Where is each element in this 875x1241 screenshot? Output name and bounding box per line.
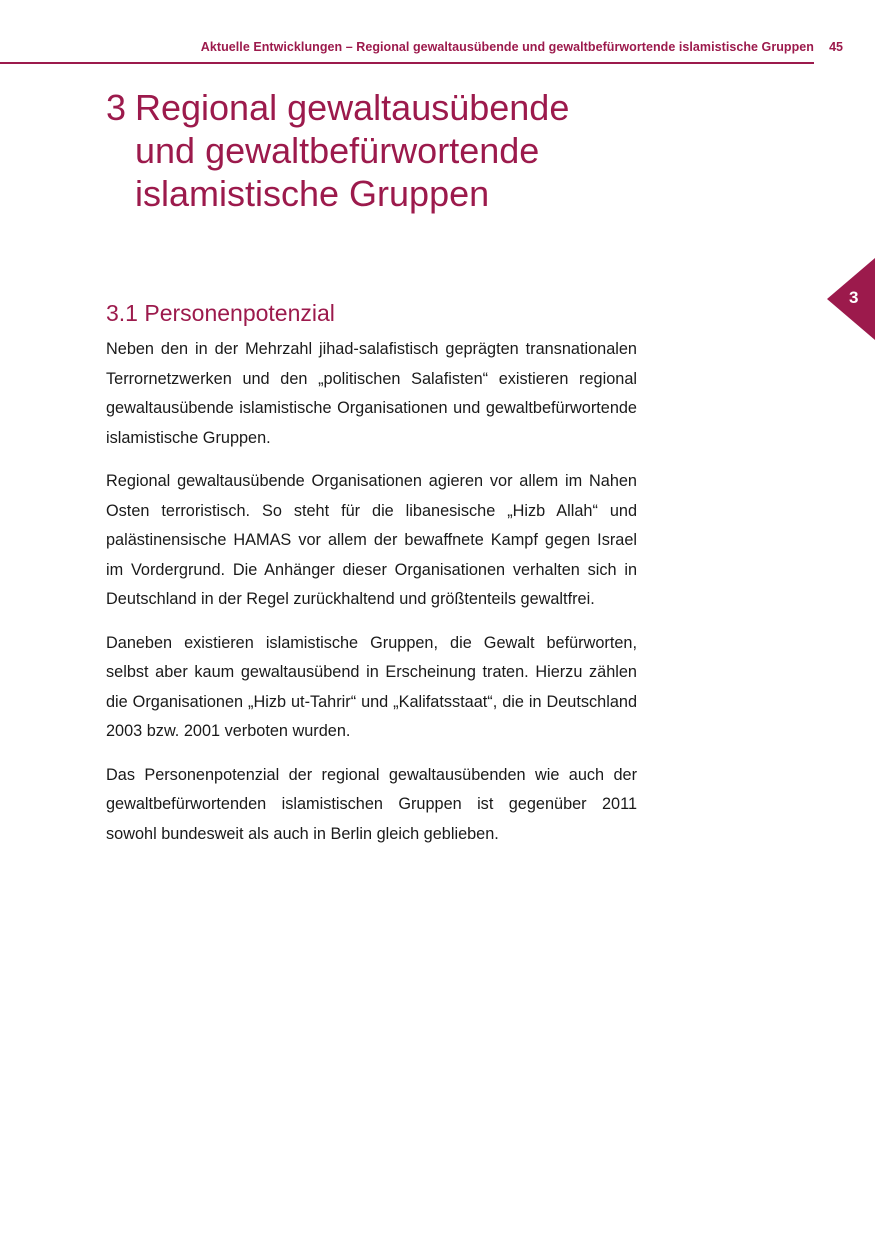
- running-header-title: Aktuelle Entwicklungen – Regional gewaltausübende und gewaltbefürwortende islamistische Gruppen: [200, 40, 814, 54]
- chapter-title-line-1: [106, 86, 626, 129]
- section-heading: 3.1 Personenpotenzial: [106, 300, 335, 326]
- paragraph-1: Neben den in der Mehrzahl jihad-salafistisch geprägten transnationalen Terrornetzwerken und den „politischen Salafisten“ existieren regional gewaltausübende islamistische Organisationen und gewaltbefürwortende islamistische Gruppen.: [106, 340, 637, 447]
- chapter-tab-label: 3: [849, 288, 859, 307]
- chapter-number: 3: [106, 87, 127, 128]
- chapter-tab: [827, 258, 875, 340]
- chapter-title: [106, 86, 626, 215]
- page-number: 45: [829, 40, 843, 54]
- running-header: [0, 38, 843, 64]
- chapter-title-line-2: und gewaltbefürwortende: [135, 130, 540, 171]
- paragraph-4: Das Personenpotenzial der regional gewaltausübenden wie auch der gewaltbefürwortenden islamistischen Gruppen ist gegenüber 2011 sowohl bundesweit als auch in Berlin gleich geblieben.: [106, 765, 637, 843]
- paragraph-3: Daneben existieren islamistische Gruppen, die Gewalt befürworten, selbst aber kaum gewaltausübend in Erscheinung traten. Hierzu zählen die Organisationen „Hizb ut-Tahrir“ und „Kalifatsstaat“, die in Deutschland 2003 bzw. 2001 verboten wurden.: [106, 633, 637, 740]
- paragraph-2: Regional gewaltausübende Organisationen agieren vor allem im Nahen Osten terroristisch. So steht für die libanesische „Hizb Allah“ und palästinensische HAMAS vor allem der bewaffnete Kampf gegen Israel im Vordergrund. Die Anhänger dieser Organisationen verhalten sich in Deutschland in der Regel zurückhaltend und größtenteils gewaltfrei.: [106, 472, 637, 608]
- chapter-title-line-3: islamistische Gruppen: [135, 173, 490, 214]
- chapter-title-text-1: Regional gewaltausübende: [135, 87, 570, 128]
- body-text: [106, 335, 637, 863]
- header-rule: [0, 62, 814, 64]
